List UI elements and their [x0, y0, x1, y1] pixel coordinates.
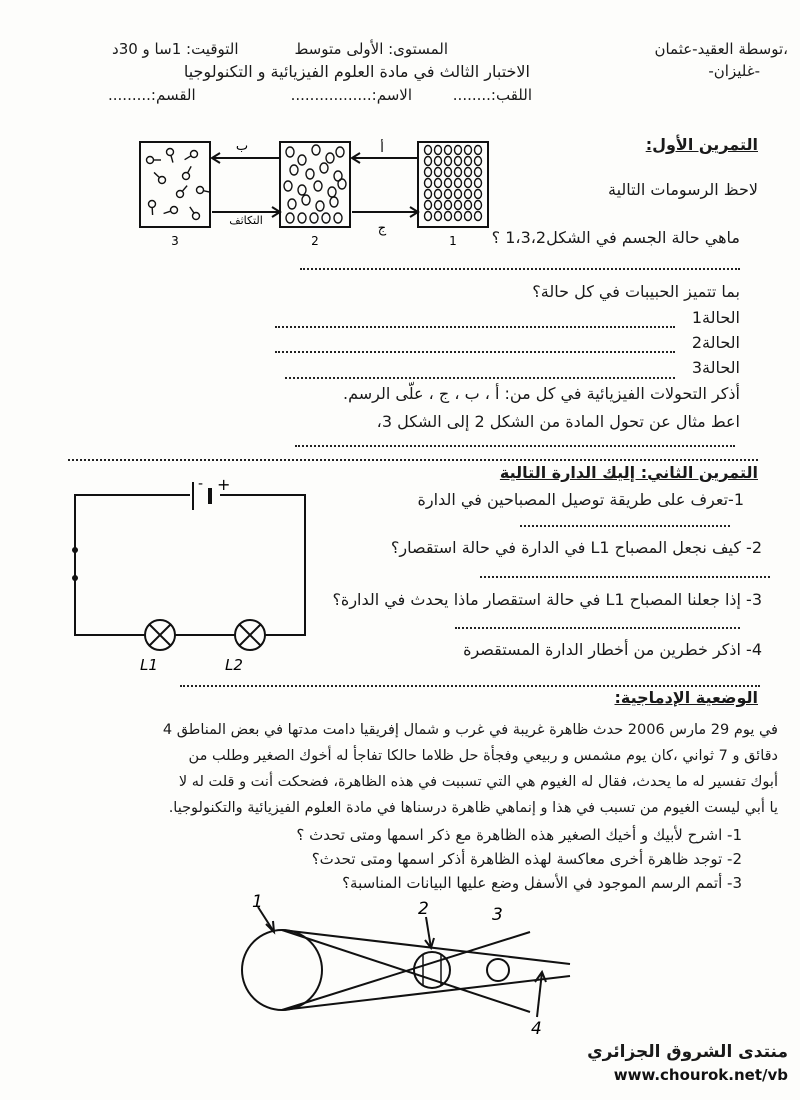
particle	[288, 199, 296, 209]
particle	[338, 179, 346, 189]
particle	[286, 147, 294, 157]
particle	[465, 212, 472, 221]
battery-plus: +	[217, 475, 231, 494]
particle	[425, 212, 432, 221]
particle	[455, 201, 462, 210]
forum-url: www.chourok.net/vb	[613, 1066, 788, 1084]
particle	[445, 146, 452, 155]
answer-line	[300, 268, 740, 270]
arrow-label-j: ج	[377, 221, 387, 236]
particle-motion-arrow	[154, 172, 159, 177]
particle	[435, 190, 442, 199]
particle	[306, 169, 314, 179]
forum-name: منتدى الشروق الجزائري	[587, 1042, 788, 1062]
particle	[445, 201, 452, 210]
answer-line	[285, 377, 675, 379]
particle	[425, 168, 432, 177]
ex3-paragraph-line-3: أبوك تفسير له ما يحدث، فقال له الغيوم هي التي تسببت في هذه الظاهرة، فضحكت أنت و قلت له لا	[178, 774, 778, 790]
particle	[312, 145, 320, 155]
ex1-question-3: أذكر التحولات الفيزيائية في كل من: أ ، ب ، ج ، علّى الرسم.	[343, 384, 740, 403]
particle	[465, 190, 472, 199]
particle-motion-arrow	[185, 156, 191, 160]
particle	[149, 201, 156, 208]
ex2-question-4: 4- اذكر خطرين من أخطار الدارة المستقصرة	[463, 640, 762, 659]
particle	[302, 195, 310, 205]
particle	[465, 168, 472, 177]
particle	[167, 149, 174, 156]
eclipse-label-4: 4	[531, 1019, 542, 1039]
particle	[326, 153, 334, 163]
particle	[159, 177, 166, 184]
ex2-question-2: 2- كيف نجعل المصباح L1 في الدارة في حالة استقصار؟	[390, 538, 762, 557]
particle	[475, 179, 482, 188]
particle	[465, 146, 472, 155]
earth-circle	[487, 959, 509, 981]
particle	[322, 213, 330, 223]
answer-line	[275, 351, 675, 353]
particle-motion-arrow	[183, 186, 188, 191]
particle	[425, 146, 432, 155]
particle	[320, 163, 328, 173]
answer-line	[520, 525, 730, 527]
section-field: القسم:.........	[108, 86, 196, 104]
particle	[435, 212, 442, 221]
answer-line	[275, 326, 675, 328]
ex3-question-3: 3- أتمم الرسم الموجود في الأسفل وضع عليها البيانات المناسبة؟	[342, 874, 742, 892]
particle	[465, 157, 472, 166]
particle	[465, 179, 472, 188]
ex3-paragraph-line-1: في يوم 29 مارس 2006 حدث ظاهرة غريبة في غرب و شمال إفريقيا دامت مدتها في بعض المناطق 4	[162, 722, 778, 738]
battery-minus: -	[198, 476, 204, 492]
particle	[435, 179, 442, 188]
ex1-question-2: بما تتميز الحبيبات في كل حالة؟	[532, 282, 740, 301]
particle	[197, 187, 204, 194]
particle	[445, 168, 452, 177]
particle	[314, 181, 322, 191]
particle	[455, 168, 462, 177]
ex1-case-1: الحالة1	[691, 308, 740, 327]
lamp-l1-label: L1	[140, 656, 158, 674]
particle	[298, 185, 306, 195]
particle	[455, 146, 462, 155]
moon-circle	[414, 952, 450, 988]
eclipse-diagram	[230, 892, 590, 1042]
exam-timing: التوقيت: 1سا و 30د	[112, 40, 239, 58]
name-field: الاسم:.................	[290, 86, 412, 104]
particle	[475, 146, 482, 155]
particle	[465, 201, 472, 210]
section-separator	[68, 459, 758, 461]
lamp-l1-icon	[145, 620, 175, 650]
lamp-l2-icon	[235, 620, 265, 650]
answer-line	[480, 576, 770, 578]
particle	[183, 173, 190, 180]
exam-title: الاختبار الثالث في مادة العلوم الفيزيائية و التكنولوجيا	[183, 62, 530, 81]
particle	[310, 213, 318, 223]
ex1-intro: لاحظ الرسومات التالية	[607, 180, 758, 199]
lamp-l2-label: L2	[225, 656, 243, 674]
particle	[330, 197, 338, 207]
particle	[455, 157, 462, 166]
particle	[425, 157, 432, 166]
particle	[425, 179, 432, 188]
particle	[336, 147, 344, 157]
answer-line	[455, 627, 740, 629]
circuit-diagram	[60, 470, 330, 680]
ex2-question-3: 3- إذا جعلنا المصباح L1 في حالة استقصار ماذا يحدث في الدارة؟	[332, 590, 762, 609]
particle	[435, 168, 442, 177]
particle	[298, 213, 306, 223]
school-city: -غليزان-	[708, 62, 760, 80]
ex2-question-1: 1-تعرف على طريقة توصيل المصباحين في الدارة	[417, 490, 744, 509]
particle	[147, 157, 154, 164]
particle-motion-arrow	[188, 166, 191, 172]
ex1-case-3: الحالة3	[691, 358, 740, 377]
particle	[445, 212, 452, 221]
ex3-question-1: 1- اشرح لأبيك و أخيك الصغير هذه الظاهرة مع ذكر اسمها ومتى تحدث ؟	[296, 826, 742, 844]
particle	[475, 190, 482, 199]
surname-field: اللقب:........	[452, 86, 532, 104]
sun-circle	[242, 930, 322, 1010]
particle	[435, 157, 442, 166]
particle	[445, 190, 452, 199]
particle	[171, 207, 178, 214]
particle	[455, 179, 462, 188]
particle	[475, 168, 482, 177]
particle	[316, 201, 324, 211]
particle	[475, 157, 482, 166]
particle	[445, 179, 452, 188]
figure-number-2: 2	[311, 234, 319, 248]
ex1-question-1: ماهي حالة الجسم في الشكل1،3،2 ؟	[491, 228, 740, 247]
particle	[191, 151, 198, 158]
eclipse-label-2: 2	[418, 899, 429, 919]
particle	[475, 212, 482, 221]
eclipse-label-3: 3	[492, 905, 503, 925]
particle	[298, 155, 306, 165]
particle	[425, 190, 432, 199]
answer-line	[180, 685, 760, 687]
ex3-title: الوضعية الإدماجية:	[614, 688, 758, 707]
arrow-label-a: أ	[380, 141, 384, 156]
ex3-paragraph-line-4: يا أبي ليست الغيوم من تسبب في هذا و إنماهي ظاهرة درسناها في مادة العلوم الفيزيائية والتكنولوجيا.	[168, 800, 778, 816]
ex2-title: التمرين الثاني: إليك الدارة التالية	[499, 463, 758, 482]
particle	[475, 201, 482, 210]
ex3-paragraph-line-2: دقائق و 7 ثواني ،كان يوم مشمس و ربيعي وفجأة حل ظلاما حالكا تفاجأ له أخوك الصغير وطلب من	[188, 748, 778, 764]
particle	[435, 146, 442, 155]
ex1-case-2: الحالة2	[691, 333, 740, 352]
particle	[193, 213, 200, 220]
particle-motion-arrow	[190, 207, 194, 213]
ex3-question-2: 2- توجد ظاهرة أخرى معاكسة لهذه الظاهرة أذكر اسمها ومتى تحدث؟	[311, 850, 742, 868]
particle-motion-arrow	[171, 156, 173, 163]
eclipse-label-1: 1	[252, 892, 263, 912]
ex1-question-4: اعط مثال عن تحول المادة من الشكل 2 إلى الشكل 3،	[376, 412, 740, 431]
particle	[328, 187, 336, 197]
particle	[455, 212, 462, 221]
particle	[177, 191, 184, 198]
arrow-label-b: ب	[235, 139, 249, 154]
answer-line	[295, 445, 735, 447]
particle	[290, 165, 298, 175]
exam-level: المستوى: الأولى متوسط	[294, 40, 448, 58]
particle-motion-arrow	[164, 211, 171, 213]
particle	[286, 213, 294, 223]
particle	[425, 201, 432, 210]
school-name: ،توسطة العقيد-عثمان	[654, 40, 788, 58]
ex1-title: التمرين الأول:	[645, 135, 758, 154]
particle	[435, 201, 442, 210]
particle	[455, 190, 462, 199]
figure-number-3: 3	[171, 234, 179, 248]
arrow-label-condensation: التكاثف	[229, 214, 263, 227]
figure-number-1: 1	[449, 234, 457, 248]
particle	[445, 157, 452, 166]
particle	[284, 181, 292, 191]
particle	[334, 213, 342, 223]
states-of-matter-diagram	[130, 130, 510, 250]
